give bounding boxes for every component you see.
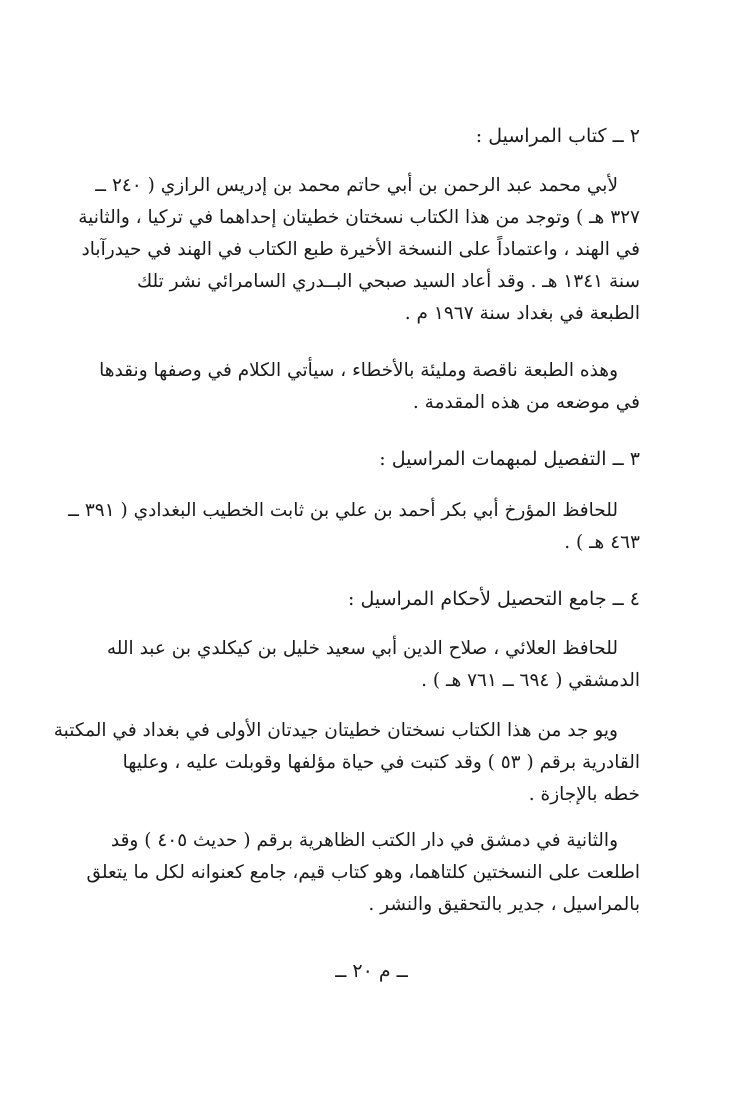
- paragraph-s4-p1: [105, 633, 640, 697]
- page-number: ــ م ٢٠ ــ: [335, 960, 408, 982]
- paragraph-s4-p3: [86, 825, 640, 921]
- text-line: لأبي محمد عبد الرحمن بن أبي حاتم محمد بن إدريس الرازي ( ٢٤٠ ــ: [95, 175, 618, 196]
- text-line: للحافظ المؤرخ أبي بكر أحمد بن علي بن ثابت الخطيب البغدادي ( ٣٩١ ــ: [68, 500, 618, 521]
- text-line: ٣٢٧ هـ ) وتوجد من هذا الكتاب نسختان خطيتان إحداهما في تركيا ، والثانية: [78, 207, 640, 228]
- text-line: اطلعت على النسختين كلتاهما، وهو كتاب قيم، جامع كعنوانه لكل ما يتعلق: [86, 862, 640, 883]
- section-heading-4: ٤ ــ جامع التحصيل لأحكام المراسيل :: [348, 588, 640, 610]
- paragraph-s2-p1: [78, 170, 640, 330]
- text-line: في الهند ، واعتماداً على النسخة الأخيرة طبع الكتاب في الهند في حيدرآباد: [81, 239, 640, 260]
- paragraph-s4-p2: [53, 715, 640, 811]
- text-line: ٤٦٣ هـ ) .: [564, 532, 640, 553]
- text-line: بالمراسيل ، جدير بالتحقيق والنشر .: [368, 894, 640, 915]
- section-heading-3: ٣ ــ التفصيل لمبهمات المراسيل :: [379, 448, 640, 470]
- text-line: للحافظ العلائي ، صلاح الدين أبي سعيد خليل بن كيكلدي بن عبد الله: [106, 638, 618, 659]
- paragraph-s3-p1: [68, 495, 640, 559]
- text-line: القادرية برقم ( ٥٣ ) وقد كتبت في حياة مؤلفها وقوبلت عليه ، وعليها: [122, 752, 640, 773]
- text-line: خطه بالإجازة .: [528, 784, 640, 805]
- text-line: ويو جد من هذا الكتاب نسختان خطيتان جيدتان الأولى في بغداد في المكتبة: [53, 720, 618, 741]
- section-heading-2: ٢ ــ كتاب المراسيل :: [475, 125, 640, 147]
- text-line: وهذه الطبعة ناقصة ومليئة بالأخطاء ، سيأتي الكلام في وصفها ونقدها: [99, 360, 618, 381]
- paragraph-s2-p2: [99, 355, 640, 419]
- text-line: والثانية في دمشق في دار الكتب الظاهرية برقم ( حديث ٤٠٥ ) وقد: [110, 830, 618, 851]
- text-line: سنة ١٣٤١ هـ . وقد أعاد السيد صبحي البــدري السامرائي نشر تلك: [136, 271, 640, 292]
- text-line: في موضعه من هذه المقدمة .: [412, 392, 640, 413]
- text-line: الدمشقي ( ٦٩٤ ــ ٧٦١ هـ ) .: [421, 670, 640, 691]
- text-line: الطبعة في بغداد سنة ١٩٦٧ م .: [404, 303, 640, 324]
